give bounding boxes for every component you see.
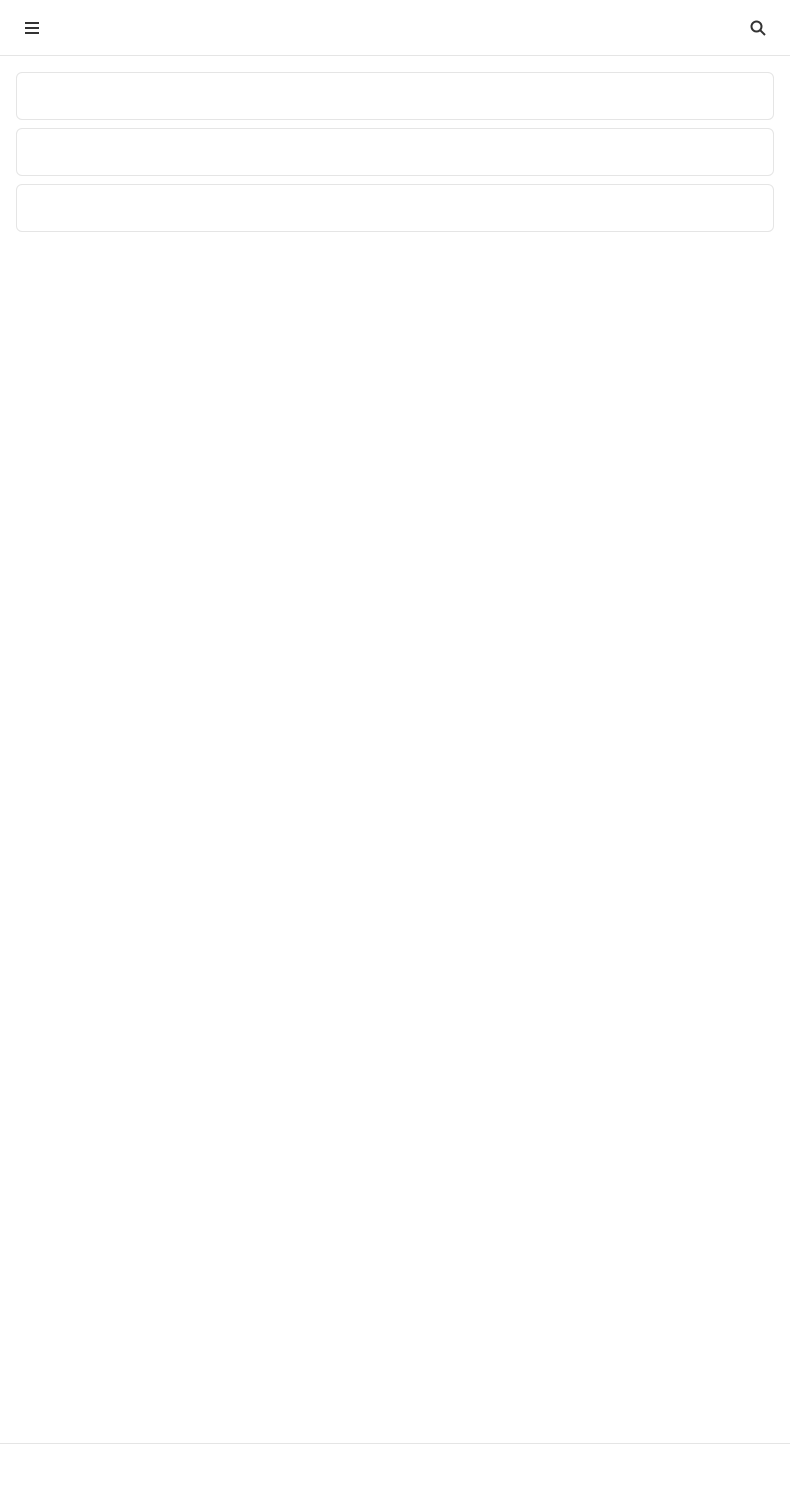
menu-icon-glyph — [23, 19, 41, 37]
list-item[interactable] — [16, 128, 774, 176]
menu-icon[interactable] — [16, 12, 48, 44]
main-content — [0, 56, 790, 1443]
list-item[interactable] — [16, 184, 774, 232]
search-icon[interactable] — [742, 12, 774, 44]
item-list — [16, 72, 774, 232]
list-item[interactable] — [16, 72, 774, 120]
search-icon-glyph — [749, 19, 767, 37]
footer — [0, 1443, 790, 1492]
header — [0, 0, 790, 56]
